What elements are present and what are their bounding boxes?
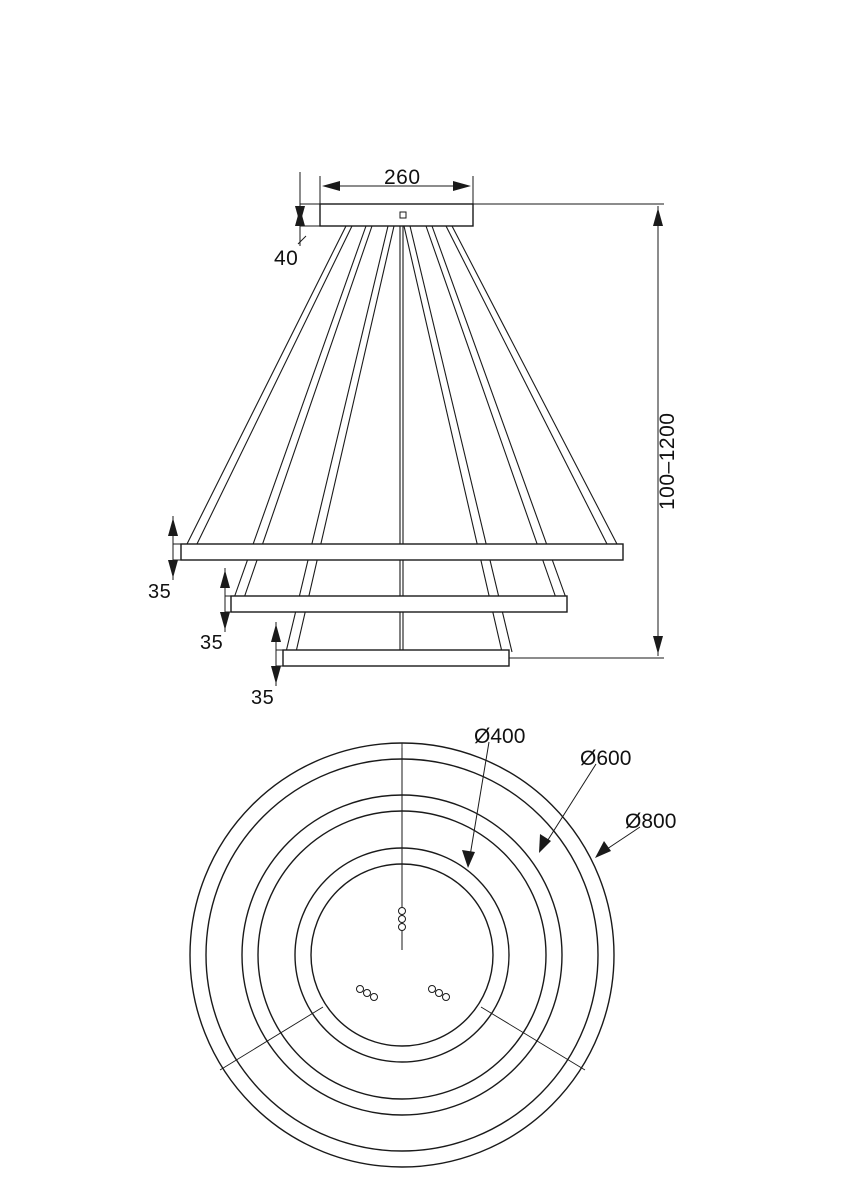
suspension-cables [186,226,618,652]
dim-label-ring-outer-thickness: 35 [148,581,172,603]
dim-label-canopy-height: 40 [274,247,299,270]
front-elevation-view [168,172,664,686]
dim-ring-outer-thickness [168,516,181,580]
ring-outer-800-elevation [181,544,623,560]
diameter-label-400: Ø400 [474,725,526,748]
dim-label-suspension-height: 100–1200 [656,412,679,510]
dim-ring-middle-thickness [220,568,231,632]
dim-suspension-height [473,204,664,658]
ring-inner-400-elevation [283,650,509,666]
dim-label-ring-inner-thickness: 35 [251,687,275,709]
dim-ring-inner-thickness [271,622,283,686]
cable-attachment-markers [357,908,450,1001]
diameter-label-600: Ø600 [580,747,632,770]
diameter-label-800: Ø800 [625,810,677,833]
canopy [320,204,473,226]
dim-label-ring-middle-thickness: 35 [200,632,224,654]
top-plan-view [190,742,640,1167]
dim-label-canopy-width: 260 [384,166,421,189]
ring-middle-600-elevation [231,596,567,612]
